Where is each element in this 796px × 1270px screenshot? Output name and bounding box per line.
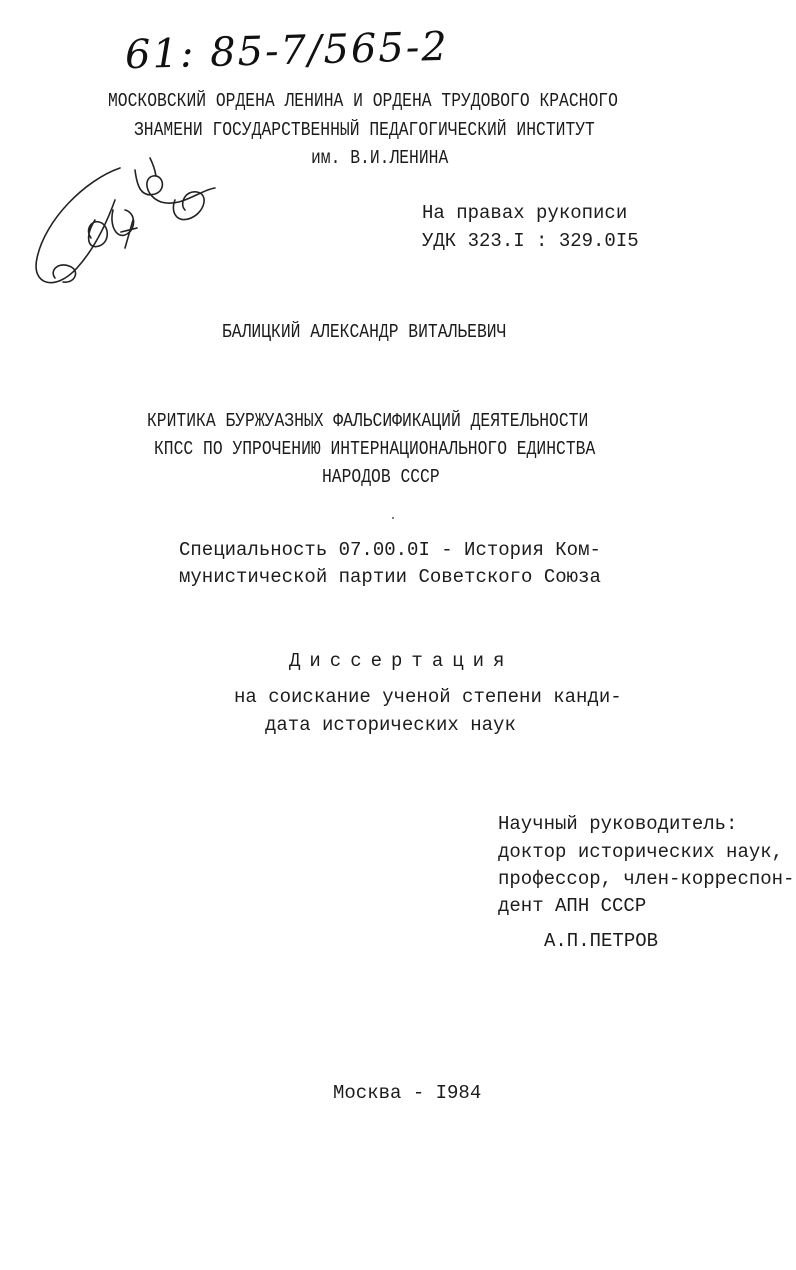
udk-code: УДК 323.I : 329.0I5 xyxy=(422,230,639,252)
paper-speck xyxy=(392,517,394,519)
supervisor-label: Научный руководитель: xyxy=(498,813,738,835)
author-name: БАЛИЦКИЙ АЛЕКСАНДР ВИТАЛЬЕВИЧ xyxy=(222,321,507,343)
specialty-line-2: мунистической партии Советского Союза xyxy=(179,566,601,588)
title-line-1: КРИТИКА БУРЖУАЗНЫХ ФАЛЬСИФИКАЦИЙ ДЕЯТЕЛЬНОСТИ xyxy=(147,410,589,432)
specialty-line-1: Специальность 07.00.0I - История Ком- xyxy=(179,539,601,561)
dissertation-line-2: дата исторических наук xyxy=(265,714,516,736)
supervisor-name: А.П.ПЕТРОВ xyxy=(544,930,659,952)
institution-line-2: ЗНАМЕНИ ГОСУДАРСТВЕННЫЙ ПЕДАГОГИЧЕСКИЙ ИНСТИТУТ xyxy=(134,119,595,141)
institution-line-3: им. В.И.ЛЕНИНА xyxy=(311,147,449,169)
dissertation-line-1: на соискание ученой степени канди- xyxy=(234,686,622,708)
supervisor-degree: доктор исторических наук, xyxy=(498,841,784,863)
archive-code-handwritten: 61: 85-7/565-2 xyxy=(124,23,450,79)
title-line-2: КПСС ПО УПРОЧЕНИЮ ИНТЕРНАЦИОНАЛЬНОГО ЕДИНСТВА xyxy=(154,438,596,460)
place-and-year: Москва - I984 xyxy=(333,1082,482,1104)
dissertation-heading: Диссертация xyxy=(289,650,514,672)
institution-line-1: МОСКОВСКИЙ ОРДЕНА ЛЕНИНА И ОРДЕНА ТРУДОВОГО КРАСНОГО xyxy=(108,90,618,112)
manuscript-note: На правах рукописи xyxy=(422,202,628,224)
title-line-3: НАРОДОВ СССР xyxy=(322,466,440,488)
supervisor-title: профессор, член-корреспон- xyxy=(498,868,795,890)
supervisor-title-cont: дент АПН СССР xyxy=(498,895,647,917)
handwritten-signature-icon xyxy=(25,150,230,300)
